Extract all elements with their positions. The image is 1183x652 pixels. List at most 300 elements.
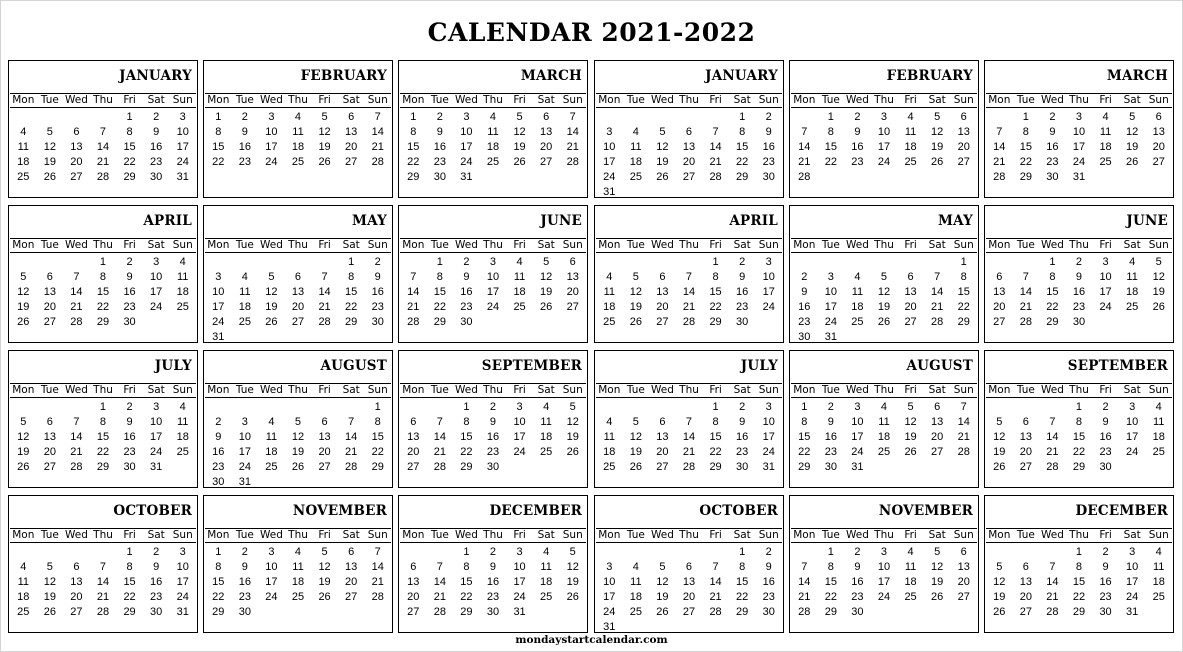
day-cell: 30 <box>212 476 225 488</box>
day-cell: 6 <box>294 271 302 283</box>
day-cell: 21 <box>96 591 110 603</box>
month-name: SEPTEMBER <box>481 358 582 374</box>
weekday-label: Tue <box>40 529 59 541</box>
day-cell: 28 <box>1019 316 1032 328</box>
day-cell: 16 <box>150 141 163 153</box>
day-cell: 20 <box>957 576 970 588</box>
day-cell: 3 <box>463 111 470 123</box>
day-cell: 7 <box>960 401 967 413</box>
day-cell: 1 <box>374 401 381 413</box>
day-cell: 24 <box>176 156 189 168</box>
weekday-label: Fri <box>513 239 526 251</box>
weekday-header <box>791 528 977 543</box>
weekday-label: Sat <box>733 239 751 251</box>
day-cell: 7 <box>374 546 381 558</box>
day-cell: 1 <box>215 546 222 558</box>
day-cell: 7 <box>712 561 719 573</box>
day-cell: 7 <box>73 416 80 428</box>
day-cell: 30 <box>736 316 749 328</box>
day-cell: 2 <box>765 111 772 123</box>
weekday-label: Tue <box>626 94 645 106</box>
weekday-label: Wed <box>64 529 88 541</box>
weekday-label: Thu <box>679 239 699 251</box>
weekday-label: Sun <box>562 94 583 106</box>
month-name: JULY <box>154 358 192 374</box>
day-cell: 8 <box>436 271 443 283</box>
day-cell: 28 <box>957 446 970 458</box>
day-grid <box>596 255 782 330</box>
day-cell: 23 <box>486 446 500 458</box>
weekday-label: Tue <box>40 384 59 396</box>
empty-day-cell <box>897 255 924 270</box>
day-cell: 21 <box>566 141 579 153</box>
day-cell: 18 <box>603 446 616 458</box>
day-cell: 10 <box>265 126 278 138</box>
weekday-label: Thu <box>288 94 308 106</box>
day-cell: 26 <box>904 446 917 458</box>
day-cell: 28 <box>798 171 811 183</box>
day-cell: 25 <box>1152 591 1165 603</box>
month-october-2021 <box>8 495 198 633</box>
day-cell: 24 <box>1099 301 1112 313</box>
weekday-label: Mon <box>793 239 816 251</box>
day-cell: 6 <box>960 111 967 123</box>
day-cell: 10 <box>265 561 278 573</box>
weekday-label: Wed <box>845 239 869 251</box>
day-grid <box>986 255 1172 330</box>
day-cell: 24 <box>762 446 775 458</box>
weekday-label: Wed <box>64 239 88 251</box>
empty-day-cell <box>63 400 90 415</box>
day-cell: 24 <box>150 301 163 313</box>
day-cell: 14 <box>433 576 446 588</box>
day-cell: 14 <box>433 431 446 443</box>
day-cell: 28 <box>433 606 446 618</box>
day-cell: 20 <box>656 446 669 458</box>
day-cell: 2 <box>854 546 861 558</box>
day-cell: 25 <box>540 591 553 603</box>
day-cell: 10 <box>513 416 526 428</box>
day-cell: 14 <box>931 286 944 298</box>
day-cell: 8 <box>463 416 470 428</box>
day-cell: 31 <box>513 606 526 618</box>
day-grid <box>986 545 1172 620</box>
day-cell: 17 <box>176 141 189 153</box>
day-cell: 7 <box>321 271 328 283</box>
day-cell: 19 <box>291 446 305 458</box>
day-cell: 2 <box>241 546 248 558</box>
day-cell: 9 <box>215 431 222 443</box>
day-cell: 17 <box>486 286 500 298</box>
day-cell: 2 <box>153 546 160 558</box>
day-cell: 12 <box>993 431 1006 443</box>
day-cell: 3 <box>153 401 160 413</box>
day-cell: 6 <box>1022 561 1029 573</box>
weekday-label: Thu <box>483 239 503 251</box>
day-cell: 5 <box>632 271 639 283</box>
day-cell: 4 <box>294 111 302 123</box>
weekday-label: Sat <box>147 529 165 541</box>
weekday-label: Thu <box>483 529 503 541</box>
weekday-label: Sun <box>367 384 388 396</box>
weekday-label: Fri <box>123 384 136 396</box>
day-cell: 7 <box>73 271 80 283</box>
day-cell: 2 <box>463 256 470 268</box>
day-cell: 27 <box>931 446 944 458</box>
weekday-label: Mon <box>598 239 621 251</box>
month-name: FEBRUARY <box>886 68 973 84</box>
day-cell: 5 <box>321 111 328 123</box>
day-cell: 10 <box>176 126 189 138</box>
day-cell: 12 <box>931 561 944 573</box>
day-cell: 6 <box>410 561 417 573</box>
day-cell: 8 <box>960 271 967 283</box>
day-cell: 12 <box>513 126 526 138</box>
weekday-label: Fri <box>1099 239 1112 251</box>
day-cell: 30 <box>460 316 473 328</box>
day-cell: 5 <box>632 416 639 428</box>
day-cell: 7 <box>348 416 355 428</box>
day-cell: 28 <box>566 156 579 168</box>
day-cell: 24 <box>238 461 251 473</box>
day-cell: 5 <box>294 416 302 428</box>
day-cell: 27 <box>43 461 56 473</box>
weekday-header <box>205 93 391 108</box>
weekday-label: Wed <box>1040 94 1064 106</box>
day-cell: 26 <box>318 591 331 603</box>
day-cell: 28 <box>345 461 358 473</box>
day-grid <box>10 545 196 620</box>
month-july-2022 <box>594 350 784 488</box>
day-cell: 29 <box>1072 461 1086 473</box>
day-cell: 27 <box>70 171 83 183</box>
weekday-label: Mon <box>988 239 1011 251</box>
day-cell: 20 <box>407 591 420 603</box>
weekday-label: Wed <box>259 94 283 106</box>
day-cell: 22 <box>407 156 420 168</box>
day-cell: 22 <box>345 301 358 313</box>
day-cell: 26 <box>629 461 642 473</box>
day-cell: 19 <box>566 431 579 443</box>
day-cell: 16 <box>371 286 384 298</box>
day-cell: 3 <box>765 256 772 268</box>
day-cell: 4 <box>20 126 27 138</box>
day-cell: 7 <box>685 416 693 428</box>
day-cell: 3 <box>215 271 222 283</box>
weekday-label: Fri <box>123 529 136 541</box>
day-cell: 12 <box>43 141 56 153</box>
month-name: DECEMBER <box>1075 503 1168 519</box>
day-cell: 19 <box>931 576 944 588</box>
weekday-label: Fri <box>1099 529 1112 541</box>
month-april-2022 <box>594 205 784 343</box>
calendar-grid <box>8 60 1176 633</box>
day-cell: 16 <box>824 431 837 443</box>
day-cell: 18 <box>513 286 526 298</box>
day-grid <box>791 400 977 475</box>
day-cell: 16 <box>123 286 136 298</box>
empty-day-cell <box>596 110 623 125</box>
day-cell: 11 <box>630 576 642 588</box>
day-cell: 29 <box>371 461 384 473</box>
day-cell: 28 <box>798 606 811 618</box>
weekday-label: Fri <box>123 94 136 106</box>
weekday-label: Tue <box>40 239 59 251</box>
weekday-label: Wed <box>259 384 283 396</box>
day-cell: 3 <box>765 401 772 413</box>
day-cell: 17 <box>824 301 837 313</box>
day-cell: 10 <box>1126 561 1139 573</box>
day-cell: 20 <box>566 286 579 298</box>
day-cell: 12 <box>566 416 579 428</box>
weekday-label: Sun <box>1148 239 1169 251</box>
weekday-header <box>10 383 196 398</box>
day-cell: 28 <box>318 316 331 328</box>
day-cell: 21 <box>96 156 110 168</box>
day-grid <box>205 400 391 490</box>
day-cell: 23 <box>762 156 775 168</box>
empty-day-cell <box>1039 545 1066 560</box>
day-cell: 10 <box>877 561 891 573</box>
day-cell: 2 <box>126 401 133 413</box>
day-cell: 23 <box>212 461 225 473</box>
day-cell: 28 <box>70 461 83 473</box>
day-cell: 6 <box>321 416 328 428</box>
day-cell: 29 <box>709 316 722 328</box>
day-cell: 19 <box>993 446 1006 458</box>
day-cell: 8 <box>348 271 355 283</box>
day-cell: 12 <box>291 431 305 443</box>
day-grid <box>986 110 1172 185</box>
day-cell: 31 <box>238 476 251 488</box>
day-cell: 21 <box>798 156 811 168</box>
day-cell: 15 <box>1019 141 1032 153</box>
weekday-label: Sun <box>1148 529 1169 541</box>
day-cell: 2 <box>1049 111 1056 123</box>
day-cell: 16 <box>238 576 251 588</box>
weekday-label: Sun <box>953 239 974 251</box>
weekday-label: Sun <box>562 239 583 251</box>
day-cell: 3 <box>516 546 523 558</box>
day-cell: 21 <box>1019 301 1032 313</box>
day-cell: 15 <box>212 141 225 153</box>
day-cell: 3 <box>1075 111 1083 123</box>
weekday-label: Tue <box>626 529 645 541</box>
day-cell: 19 <box>1126 141 1139 153</box>
day-cell: 17 <box>877 576 891 588</box>
day-cell: 15 <box>212 576 225 588</box>
empty-day-cell <box>258 400 285 415</box>
day-cell: 25 <box>176 301 189 313</box>
day-cell: 22 <box>1072 591 1086 603</box>
day-cell: 29 <box>96 461 110 473</box>
empty-day-cell <box>37 255 64 270</box>
weekday-label: Sun <box>172 529 193 541</box>
day-cell: 8 <box>126 126 133 138</box>
empty-day-cell <box>427 545 454 560</box>
month-name: MARCH <box>1106 68 1168 84</box>
day-cell: 4 <box>854 271 861 283</box>
month-december-2022 <box>984 495 1174 633</box>
day-cell: 19 <box>17 301 30 313</box>
empty-day-cell <box>596 255 623 270</box>
day-cell: 24 <box>150 446 163 458</box>
weekday-label: Sat <box>733 529 751 541</box>
day-cell: 5 <box>46 561 53 573</box>
day-cell: 27 <box>70 606 83 618</box>
day-cell: 29 <box>1072 606 1086 618</box>
month-july-2021 <box>8 350 198 488</box>
month-name: JULY <box>740 358 778 374</box>
day-cell: 15 <box>736 141 749 153</box>
weekday-label: Tue <box>1016 239 1035 251</box>
day-cell: 25 <box>851 316 864 328</box>
day-cell: 3 <box>516 401 523 413</box>
weekday-header <box>10 238 196 253</box>
day-cell: 12 <box>877 286 891 298</box>
empty-day-cell <box>90 545 117 560</box>
day-cell: 17 <box>265 576 278 588</box>
day-cell: 1 <box>348 256 355 268</box>
day-cell: 25 <box>265 461 278 473</box>
month-march-2021 <box>398 60 588 198</box>
day-cell: 14 <box>682 431 696 443</box>
day-cell: 27 <box>1019 461 1032 473</box>
weekday-label: Fri <box>709 529 722 541</box>
day-cell: 19 <box>993 591 1006 603</box>
weekday-label: Sun <box>1148 384 1169 396</box>
day-cell: 2 <box>765 546 772 558</box>
weekday-label: Wed <box>1040 239 1064 251</box>
day-cell: 7 <box>1022 271 1029 283</box>
day-cell: 15 <box>709 431 722 443</box>
day-cell: 9 <box>1102 416 1109 428</box>
day-cell: 5 <box>996 561 1003 573</box>
day-cell: 21 <box>433 591 446 603</box>
day-cell: 1 <box>827 111 834 123</box>
day-cell: 5 <box>934 546 941 558</box>
weekday-header <box>205 238 391 253</box>
weekday-label: Fri <box>904 239 917 251</box>
day-cell: 26 <box>656 606 669 618</box>
day-cell: 29 <box>824 606 837 618</box>
day-cell: 21 <box>70 301 83 313</box>
day-cell: 29 <box>212 606 225 618</box>
empty-day-cell <box>37 110 64 125</box>
day-cell: 15 <box>1072 576 1086 588</box>
day-cell: 21 <box>371 576 384 588</box>
weekday-label: Fri <box>123 239 136 251</box>
day-cell: 10 <box>824 286 837 298</box>
weekday-label: Thu <box>874 239 894 251</box>
empty-day-cell <box>90 110 117 125</box>
weekday-label: Fri <box>318 94 331 106</box>
empty-day-cell <box>791 545 818 560</box>
day-cell: 24 <box>1126 591 1139 603</box>
weekday-label: Mon <box>402 384 425 396</box>
day-cell: 15 <box>824 576 837 588</box>
empty-day-cell <box>285 400 312 415</box>
day-cell: 25 <box>877 446 891 458</box>
weekday-label: Mon <box>402 529 425 541</box>
month-june-2021 <box>398 205 588 343</box>
day-cell: 17 <box>762 431 775 443</box>
empty-day-cell <box>10 545 37 560</box>
day-cell: 19 <box>265 301 278 313</box>
day-cell: 27 <box>1152 156 1165 168</box>
day-grid <box>205 110 391 170</box>
day-cell: 6 <box>996 271 1003 283</box>
day-cell: 22 <box>460 446 473 458</box>
weekday-label: Sun <box>758 239 779 251</box>
empty-day-cell <box>258 255 285 270</box>
day-cell: 14 <box>709 576 722 588</box>
day-cell: 26 <box>993 461 1006 473</box>
day-cell: 19 <box>656 156 669 168</box>
day-cell: 5 <box>569 546 576 558</box>
day-cell: 6 <box>685 561 693 573</box>
weekday-label: Wed <box>454 94 478 106</box>
weekday-label: Sat <box>342 94 360 106</box>
weekday-label: Wed <box>454 239 478 251</box>
weekday-header <box>791 383 977 398</box>
day-cell: 9 <box>854 126 861 138</box>
day-cell: 29 <box>460 461 473 473</box>
day-cell: 3 <box>854 401 861 413</box>
month-name: JANUARY <box>119 68 192 84</box>
weekday-header <box>986 383 1172 398</box>
day-cell: 3 <box>153 256 160 268</box>
day-cell: 17 <box>513 576 526 588</box>
day-cell: 5 <box>659 561 666 573</box>
day-cell: 18 <box>17 591 30 603</box>
day-cell: 2 <box>739 401 746 413</box>
footer-site-name: mondaystartcalendar.com <box>515 634 668 646</box>
weekday-label: Sun <box>953 529 974 541</box>
day-cell: 14 <box>566 126 579 138</box>
weekday-label: Thu <box>874 529 894 541</box>
day-cell: 27 <box>318 461 331 473</box>
day-cell: 14 <box>96 141 110 153</box>
weekday-label: Tue <box>626 239 645 251</box>
day-cell: 23 <box>433 156 446 168</box>
weekday-label: Sat <box>147 94 165 106</box>
day-cell: 13 <box>407 576 420 588</box>
day-cell: 21 <box>1046 446 1059 458</box>
empty-day-cell <box>818 255 845 270</box>
day-cell: 1 <box>827 546 834 558</box>
day-cell: 29 <box>123 606 136 618</box>
day-cell: 16 <box>486 576 500 588</box>
day-cell: 30 <box>762 606 775 618</box>
day-grid <box>400 110 586 185</box>
day-cell: 17 <box>150 286 163 298</box>
day-cell: 2 <box>489 546 497 558</box>
day-cell: 16 <box>762 576 775 588</box>
day-cell: 27 <box>656 461 669 473</box>
day-cell: 20 <box>904 301 917 313</box>
empty-day-cell <box>649 545 676 560</box>
month-name: NOVEMBER <box>292 503 387 519</box>
weekday-label: Fri <box>513 94 526 106</box>
month-name: OCTOBER <box>113 503 192 519</box>
day-cell: 21 <box>798 591 811 603</box>
day-cell: 2 <box>1075 256 1083 268</box>
empty-day-cell <box>205 400 232 415</box>
weekday-label: Fri <box>904 529 917 541</box>
day-cell: 1 <box>126 546 133 558</box>
day-cell: 22 <box>371 446 384 458</box>
